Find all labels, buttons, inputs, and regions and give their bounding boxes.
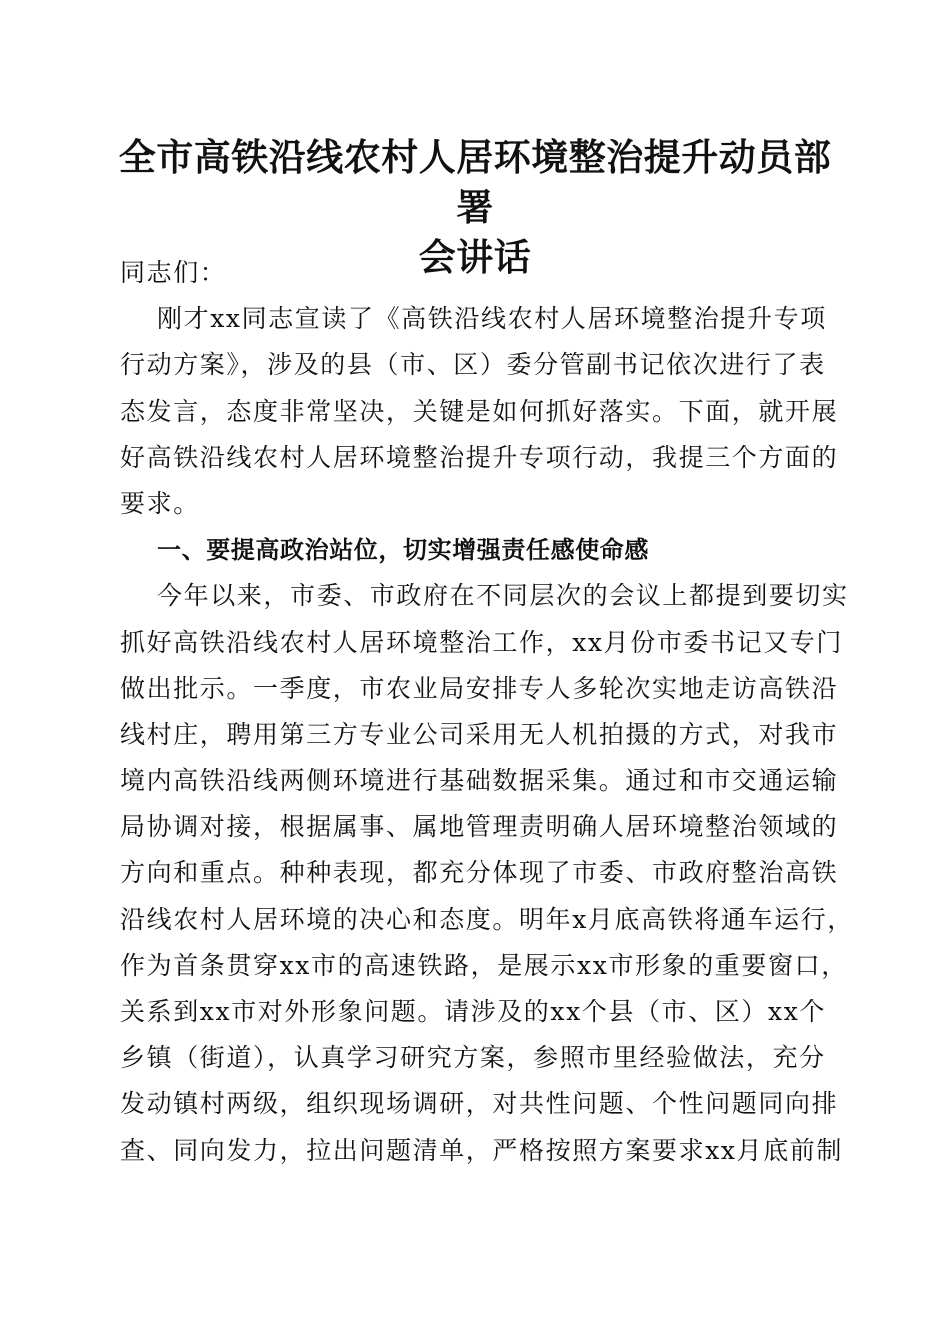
paragraph-line: 今年以来，市委、市政府在不同层次的会议上都提到要切实 [157,581,849,611]
paragraph-line: 行动方案》，涉及的县（市、区）委分管副书记依次进行了表 [120,350,826,380]
paragraph-line: 线村庄，聘用第三方专业公司采用无人机拍摄的方式，对我市 [120,719,839,749]
intro-paragraph [120,296,839,527]
paragraph-line: 境内高铁沿线两侧环境进行基础数据采集。通过和市交通运输 [120,766,839,796]
paragraph-line: 好高铁沿线农村人居环境整治提升专项行动，我提三个方面的 [120,442,839,472]
paragraph-line: 态发言，态度非常坚决，关键是如何抓好落实。下面，就开展 [120,396,839,426]
document-body [120,250,854,1174]
paragraph-line: 要求。 [120,488,200,518]
paragraph-line: 局协调对接，根据属事、属地管理责明确人居环境整治领域的 [120,812,839,842]
paragraph-line: 发动镇村两级，组织现场调研，对共性问题、个性问题同向排 [120,1089,839,1119]
salutation: 同志们： [120,258,227,287]
paragraph-line: 关系到xx市对外形象问题。请涉及的xx个县（市、区）xx个 [120,997,826,1026]
paragraph-line: 方向和重点。种种表现，都充分体现了市委、市政府整治高铁 [120,858,839,888]
title-line-2: 会讲话 [418,235,532,279]
section-heading: 一、要提高政治站位，切实增强责任感使命感 [157,536,649,565]
paragraph-line: 作为首条贯穿xx市的高速铁路，是展示xx市形象的重要窗口， [120,950,848,980]
paragraph-line: 查、同向发力，拉出问题清单，严格按照方案要求xx月底前制 [120,1135,844,1165]
paragraph-line: 乡镇（街道），认真学习研究方案，参照市里经验做法，充分 [120,1043,826,1073]
paragraph-line: 沿线农村人居环境的决心和态度。明年x月底高铁将通车运行， [120,904,854,934]
paragraph-line: 做出批示。一季度，市农业局安排专人多轮次实地走访高铁沿 [120,673,839,703]
paragraph-line: 抓好高铁沿线农村人居环境整治工作，xx月份市委书记又专门 [120,627,844,657]
section-paragraph [120,573,854,1173]
title-line-1: 全市高铁沿线农村人居环境整治提升动员部署 [118,135,832,229]
paragraph-line: 刚才xx同志宣读了《高铁沿线农村人居环境整治提升专项 [157,304,827,334]
